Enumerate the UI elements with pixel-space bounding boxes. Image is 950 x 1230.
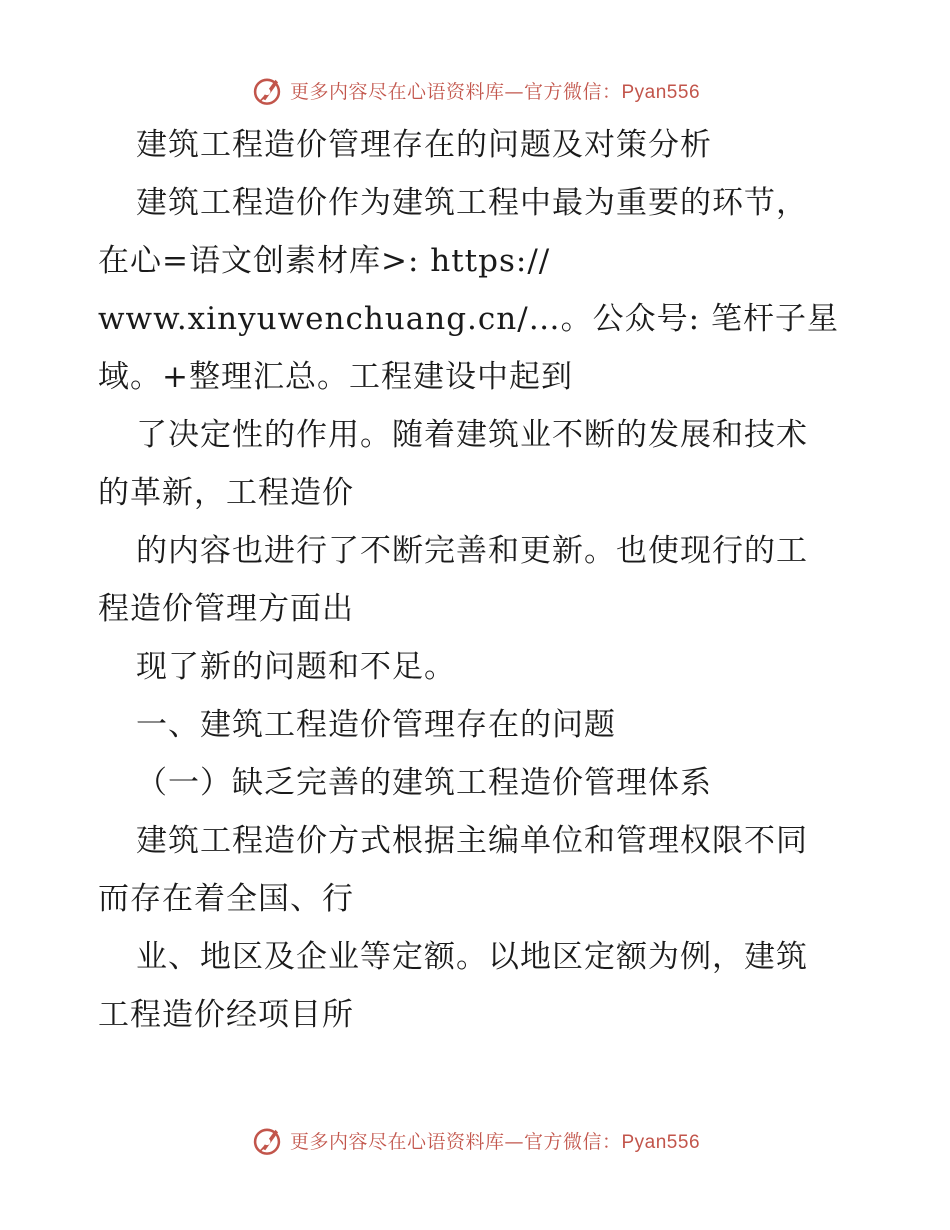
paragraph-line: 业、地区及企业等定额。以地区定额为例，建筑 bbox=[136, 939, 808, 975]
paragraph-line: 建筑工程造价作为建筑工程中最为重要的环节， bbox=[136, 185, 808, 221]
subsection-heading: （一）缺乏完善的建筑工程造价管理体系 bbox=[136, 765, 712, 801]
paragraph-line: 而存在着全国、行 bbox=[98, 881, 354, 917]
watermark-text: 更多内容尽在心语资料库—官方微信：Pyan556 bbox=[289, 1130, 701, 1153]
paragraph-line: 工程造价经项目所 bbox=[98, 997, 354, 1033]
quill-pen-logo-icon bbox=[250, 73, 284, 107]
paragraph-line: 了决定性的作用。随着建筑业不断的发展和技术 bbox=[136, 417, 808, 453]
document-title: 建筑工程造价管理存在的问题及对策分析 bbox=[136, 127, 712, 163]
section-heading: 一、建筑工程造价管理存在的问题 bbox=[136, 707, 616, 743]
paragraph-line: 的内容也进行了不断完善和更新。也使现行的工 bbox=[136, 533, 808, 569]
header-watermark bbox=[0, 70, 950, 110]
footer-watermark bbox=[0, 1120, 950, 1160]
paragraph-line: www.xinyuwenchuang.cn/…。公众号: 笔杆子星 bbox=[98, 301, 839, 337]
paragraph-line: 建筑工程造价方式根据主编单位和管理权限不同 bbox=[136, 823, 808, 859]
paragraph-line: 程造价管理方面出 bbox=[98, 591, 354, 627]
document-body bbox=[98, 116, 858, 1044]
watermark-text: 更多内容尽在心语资料库—官方微信：Pyan556 bbox=[289, 80, 701, 103]
paragraph-line: 在心=语文创素材库>: https:// bbox=[98, 243, 551, 279]
paragraph-line: 域。+整理汇总。工程建设中起到 bbox=[98, 359, 573, 395]
watermark-group bbox=[250, 73, 700, 107]
paragraph-line: 现了新的问题和不足。 bbox=[136, 649, 456, 685]
quill-pen-logo-icon bbox=[250, 1123, 284, 1157]
paragraph-line: 的革新，工程造价 bbox=[98, 475, 354, 511]
watermark-group bbox=[250, 1123, 700, 1157]
